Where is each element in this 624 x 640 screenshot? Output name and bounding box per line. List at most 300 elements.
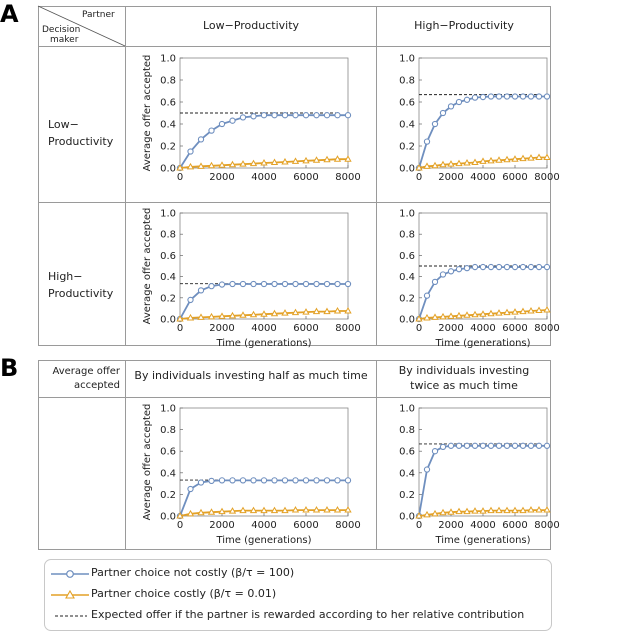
- point-costly: [345, 308, 351, 313]
- point-not-costly: [282, 478, 287, 483]
- series-line-not-costly: [419, 446, 547, 516]
- x-tick-label: 2000: [438, 520, 464, 531]
- point-costly: [424, 315, 430, 320]
- point-not-costly: [480, 264, 485, 269]
- chart-high-high: [377, 204, 560, 349]
- corner-partner-label: Partner: [82, 10, 115, 20]
- section-b-corner: [40, 365, 120, 393]
- point-not-costly: [219, 121, 224, 126]
- point-not-costly: [240, 281, 245, 286]
- point-costly: [512, 508, 518, 513]
- y-tick-label: 0.8: [160, 229, 176, 241]
- point-costly: [198, 510, 204, 515]
- point-not-costly: [432, 121, 437, 126]
- point-not-costly: [314, 281, 319, 286]
- y-tick-label: 0.0: [160, 163, 176, 175]
- point-costly: [432, 314, 438, 319]
- point-not-costly: [464, 443, 469, 448]
- point-not-costly: [324, 113, 329, 118]
- point-costly: [261, 311, 267, 316]
- plot-area: [399, 54, 560, 184]
- point-costly: [544, 507, 550, 512]
- point-costly: [303, 158, 309, 163]
- point-not-costly: [432, 279, 437, 284]
- point-not-costly: [544, 264, 549, 269]
- point-not-costly: [440, 444, 445, 449]
- point-costly: [480, 158, 486, 163]
- point-costly: [272, 311, 278, 316]
- x-tick-label: 0: [176, 323, 184, 334]
- point-not-costly: [188, 297, 193, 302]
- point-not-costly: [488, 264, 493, 269]
- point-not-costly: [209, 284, 214, 289]
- point-costly: [188, 164, 194, 169]
- corner-decision-label: Decision: [42, 25, 81, 35]
- point-costly: [303, 507, 309, 512]
- point-costly: [209, 314, 215, 319]
- y-tick-label: 0.2: [160, 489, 176, 501]
- point-not-costly: [472, 443, 477, 448]
- legend-label-not-costly: Partner choice not costly (β/τ = 100): [91, 566, 295, 579]
- row-header-low-line2: Productivity: [48, 135, 114, 148]
- point-costly: [209, 163, 215, 168]
- point-costly: [440, 314, 446, 319]
- y-tick-label: 0.4: [160, 468, 176, 480]
- point-not-costly: [512, 264, 517, 269]
- legend-marker-expected: [51, 607, 91, 625]
- col-header-twice-time-line1: By individuals investing: [398, 364, 530, 377]
- point-costly: [240, 508, 246, 513]
- legend-label-costly: Partner choice costly (β/τ = 0.01): [91, 587, 277, 600]
- y-tick-label: 0.4: [160, 119, 176, 131]
- y-tick-label: 0.0: [399, 314, 415, 326]
- plot-frame: [419, 58, 547, 168]
- x-tick-label: 4000: [251, 520, 277, 531]
- point-not-costly: [496, 264, 501, 269]
- y-tick-label: 0.6: [160, 250, 176, 262]
- point-not-costly: [504, 94, 509, 99]
- point-not-costly: [251, 114, 256, 119]
- point-not-costly: [424, 293, 429, 298]
- point-costly: [440, 510, 446, 515]
- x-tick-label: 8000: [534, 520, 560, 531]
- point-not-costly: [480, 443, 485, 448]
- plot-area: [399, 404, 560, 547]
- point-costly: [472, 160, 478, 165]
- point-not-costly: [512, 94, 517, 99]
- point-not-costly: [303, 113, 308, 118]
- point-costly: [324, 157, 330, 162]
- y-tick-label: 0.0: [399, 163, 415, 175]
- point-costly: [472, 312, 478, 317]
- y-tick-label: 1.0: [399, 53, 415, 65]
- point-not-costly: [209, 478, 214, 483]
- legend: [44, 559, 552, 631]
- x-tick-label: 6000: [293, 520, 319, 531]
- point-not-costly: [198, 137, 203, 142]
- col-header-half-time: By individuals investing half as much time: [134, 369, 368, 382]
- point-not-costly: [544, 443, 549, 448]
- point-costly: [480, 311, 486, 316]
- chart-twice-time: [377, 399, 560, 550]
- point-not-costly: [345, 113, 350, 118]
- x-axis-label: Time (generations): [435, 338, 531, 349]
- y-tick-label: 1.0: [160, 403, 176, 415]
- y-tick-label: 0.4: [399, 468, 415, 480]
- point-costly: [188, 511, 194, 516]
- point-costly: [472, 508, 478, 513]
- x-tick-label: 8000: [335, 323, 361, 334]
- x-tick-label: 8000: [534, 323, 560, 334]
- point-costly: [282, 159, 288, 164]
- y-tick-label: 1.0: [160, 53, 176, 65]
- point-costly: [432, 163, 438, 168]
- point-not-costly: [488, 443, 493, 448]
- point-costly: [230, 162, 236, 167]
- point-costly: [464, 160, 470, 165]
- section-b-header-rule: [38, 397, 551, 398]
- plot-frame: [419, 408, 547, 516]
- point-costly: [496, 508, 502, 513]
- point-costly: [488, 311, 494, 316]
- plot-area: [399, 209, 560, 350]
- x-tick-label: 6000: [293, 323, 319, 334]
- point-costly: [282, 310, 288, 315]
- point-not-costly: [424, 139, 429, 144]
- point-not-costly: [464, 97, 469, 102]
- point-costly: [219, 162, 225, 167]
- point-not-costly: [448, 104, 453, 109]
- x-tick-label: 2000: [209, 172, 235, 183]
- point-not-costly: [536, 94, 541, 99]
- x-tick-label: 4000: [470, 172, 496, 183]
- y-tick-label: 0.6: [160, 97, 176, 109]
- point-costly: [496, 157, 502, 162]
- point-costly: [251, 161, 257, 166]
- chart-high-low: [126, 204, 376, 349]
- y-tick-label: 0.8: [399, 75, 415, 87]
- point-costly: [464, 312, 470, 317]
- point-not-costly: [303, 478, 308, 483]
- point-costly: [335, 308, 341, 313]
- x-tick-label: 6000: [502, 520, 528, 531]
- y-tick-label: 0.4: [160, 272, 176, 284]
- point-costly: [424, 512, 430, 517]
- x-axis-label: Time (generations): [216, 338, 312, 349]
- point-not-costly: [293, 281, 298, 286]
- row-header-low-line1: Low−: [48, 118, 79, 131]
- series-line-not-costly: [419, 97, 547, 169]
- plot-area: [142, 208, 361, 349]
- section-a-row-rule: [38, 202, 551, 203]
- point-not-costly: [536, 443, 541, 448]
- panel-label-b: B: [0, 354, 19, 382]
- point-costly: [424, 163, 430, 168]
- point-costly: [335, 507, 341, 512]
- point-costly: [324, 507, 330, 512]
- point-not-costly: [261, 478, 266, 483]
- y-tick-label: 1.0: [399, 403, 415, 415]
- point-not-costly: [324, 478, 329, 483]
- point-not-costly: [496, 443, 501, 448]
- point-costly: [544, 307, 550, 312]
- point-not-costly: [472, 95, 477, 100]
- y-tick-label: 0.0: [160, 314, 176, 326]
- col-header-twice-time: [377, 363, 551, 393]
- legend-marker-not-costly: [51, 565, 91, 583]
- legend-marker-costly: [51, 586, 91, 604]
- point-costly: [520, 508, 526, 513]
- point-costly: [448, 509, 454, 514]
- point-not-costly: [230, 478, 235, 483]
- point-costly: [314, 507, 320, 512]
- point-not-costly: [335, 281, 340, 286]
- y-tick-label: 0.4: [399, 119, 415, 131]
- row-header-high: [48, 268, 113, 302]
- point-costly: [345, 507, 351, 512]
- point-costly: [261, 160, 267, 165]
- point-costly: [456, 161, 462, 166]
- y-tick-label: 0.6: [160, 446, 176, 458]
- x-axis-label: Time (generations): [216, 535, 312, 546]
- point-not-costly: [456, 267, 461, 272]
- point-costly: [198, 163, 204, 168]
- point-not-costly: [345, 478, 350, 483]
- col-header-high: High−Productivity: [414, 19, 514, 32]
- point-costly: [504, 508, 510, 513]
- point-costly: [536, 308, 542, 313]
- y-tick-label: 0.6: [399, 446, 415, 458]
- y-tick-label: 0.2: [399, 141, 415, 153]
- point-costly: [528, 507, 534, 512]
- corner-maker-label: maker: [50, 35, 79, 45]
- point-not-costly: [282, 281, 287, 286]
- point-costly: [251, 312, 257, 317]
- point-costly: [198, 314, 204, 319]
- point-costly: [209, 509, 215, 514]
- section-b-corner-line2: accepted: [73, 380, 120, 391]
- y-tick-label: 1.0: [399, 208, 415, 220]
- point-costly: [464, 509, 470, 514]
- point-not-costly: [456, 443, 461, 448]
- point-costly: [272, 160, 278, 165]
- y-axis-label: Average offer accepted: [142, 207, 153, 325]
- point-not-costly: [272, 281, 277, 286]
- plot-area: [142, 54, 361, 184]
- point-not-costly: [324, 281, 329, 286]
- point-costly: [520, 156, 526, 161]
- point-costly: [512, 309, 518, 314]
- point-not-costly: [504, 264, 509, 269]
- point-not-costly: [314, 113, 319, 118]
- point-not-costly: [314, 478, 319, 483]
- point-costly: [496, 310, 502, 315]
- panel-label-a: A: [0, 0, 19, 28]
- point-costly: [488, 508, 494, 513]
- point-costly: [536, 155, 542, 160]
- point-not-costly: [251, 478, 256, 483]
- x-tick-label: 4000: [251, 323, 277, 334]
- point-not-costly: [293, 478, 298, 483]
- chart-half-time: [126, 399, 376, 550]
- point-costly: [520, 309, 526, 314]
- col-header-low: Low−Productivity: [202, 19, 300, 32]
- point-costly: [230, 313, 236, 318]
- point-not-costly: [464, 266, 469, 271]
- point-not-costly: [528, 443, 533, 448]
- point-not-costly: [240, 115, 245, 120]
- point-costly: [456, 509, 462, 514]
- point-costly: [488, 158, 494, 163]
- point-costly: [251, 508, 257, 513]
- point-not-costly: [335, 478, 340, 483]
- plot-area: [142, 404, 361, 547]
- point-costly: [512, 156, 518, 161]
- point-not-costly: [544, 94, 549, 99]
- point-costly: [528, 155, 534, 160]
- y-tick-label: 0.2: [399, 489, 415, 501]
- x-tick-label: 2000: [209, 520, 235, 531]
- point-costly: [504, 157, 510, 162]
- x-tick-label: 2000: [438, 172, 464, 183]
- point-costly: [261, 508, 267, 513]
- point-not-costly: [496, 94, 501, 99]
- y-tick-label: 0.2: [160, 293, 176, 305]
- point-not-costly: [188, 149, 193, 154]
- y-tick-label: 1.0: [160, 208, 176, 220]
- point-costly: [240, 312, 246, 317]
- point-not-costly: [456, 99, 461, 104]
- point-not-costly: [198, 288, 203, 293]
- point-not-costly: [230, 281, 235, 286]
- point-not-costly: [432, 449, 437, 454]
- point-not-costly: [282, 113, 287, 118]
- point-not-costly: [504, 443, 509, 448]
- point-not-costly: [293, 113, 298, 118]
- point-costly: [432, 511, 438, 516]
- chart-low-high: [377, 48, 560, 202]
- point-not-costly: [536, 264, 541, 269]
- x-tick-label: 6000: [293, 172, 319, 183]
- point-not-costly: [261, 281, 266, 286]
- point-not-costly: [448, 443, 453, 448]
- y-tick-label: 0.0: [399, 511, 415, 523]
- x-tick-label: 4000: [470, 323, 496, 334]
- y-axis-label: Average offer accepted: [142, 54, 153, 172]
- point-costly: [335, 156, 341, 161]
- point-not-costly: [424, 467, 429, 472]
- point-costly: [219, 509, 225, 514]
- x-tick-label: 0: [415, 323, 423, 334]
- x-tick-label: 4000: [251, 172, 277, 183]
- x-tick-label: 0: [176, 172, 184, 183]
- row-header-low: [48, 116, 113, 150]
- y-tick-label: 0.6: [399, 97, 415, 109]
- point-costly: [240, 161, 246, 166]
- y-tick-label: 0.0: [160, 511, 176, 523]
- point-costly: [480, 508, 486, 513]
- x-axis-label: Time (generations): [435, 535, 531, 546]
- point-costly: [504, 310, 510, 315]
- x-tick-label: 2000: [209, 323, 235, 334]
- point-not-costly: [251, 281, 256, 286]
- legend-label-expected: Expected offer if the partner is rewarded according to her relative contribution: [91, 608, 525, 621]
- section-b-corner-line1: Average offer: [52, 366, 120, 377]
- point-costly: [345, 156, 351, 161]
- x-tick-label: 8000: [335, 520, 361, 531]
- point-not-costly: [440, 110, 445, 115]
- point-not-costly: [528, 264, 533, 269]
- plot-frame: [180, 213, 348, 319]
- y-tick-label: 0.8: [399, 229, 415, 241]
- point-not-costly: [488, 94, 493, 99]
- y-tick-label: 0.6: [399, 250, 415, 262]
- x-tick-label: 8000: [534, 172, 560, 183]
- point-costly: [544, 155, 550, 160]
- plot-frame: [180, 408, 348, 516]
- point-costly: [303, 309, 309, 314]
- point-costly: [528, 308, 534, 313]
- point-not-costly: [198, 480, 203, 485]
- point-not-costly: [345, 281, 350, 286]
- x-tick-label: 6000: [502, 172, 528, 183]
- point-not-costly: [219, 282, 224, 287]
- x-tick-label: 4000: [470, 520, 496, 531]
- point-not-costly: [472, 264, 477, 269]
- point-costly: [324, 309, 330, 314]
- point-not-costly: [335, 113, 340, 118]
- point-not-costly: [528, 94, 533, 99]
- point-costly: [314, 157, 320, 162]
- row-header-high-line1: High−: [48, 270, 83, 283]
- point-not-costly: [520, 264, 525, 269]
- point-costly: [230, 508, 236, 513]
- y-axis-label: Average offer accepted: [142, 403, 153, 521]
- y-tick-label: 0.2: [399, 293, 415, 305]
- x-tick-label: 2000: [438, 323, 464, 334]
- point-costly: [448, 161, 454, 166]
- point-not-costly: [448, 269, 453, 274]
- y-tick-label: 0.8: [160, 75, 176, 87]
- y-tick-label: 0.8: [399, 425, 415, 437]
- point-not-costly: [440, 272, 445, 277]
- point-costly: [536, 507, 542, 512]
- col-header-twice-time-line2: twice as much time: [410, 379, 518, 392]
- point-not-costly: [480, 94, 485, 99]
- x-tick-label: 0: [176, 520, 184, 531]
- point-not-costly: [272, 478, 277, 483]
- point-not-costly: [520, 443, 525, 448]
- point-not-costly: [230, 118, 235, 123]
- point-not-costly: [188, 486, 193, 491]
- point-not-costly: [512, 443, 517, 448]
- point-costly: [293, 507, 299, 512]
- y-tick-label: 0.4: [399, 272, 415, 284]
- point-costly: [282, 508, 288, 513]
- point-costly: [448, 313, 454, 318]
- point-costly: [456, 313, 462, 318]
- point-not-costly: [272, 113, 277, 118]
- x-tick-label: 6000: [502, 323, 528, 334]
- row-header-high-line2: Productivity: [48, 287, 114, 300]
- point-costly: [272, 508, 278, 513]
- point-costly: [440, 162, 446, 167]
- point-costly: [188, 315, 194, 320]
- point-costly: [314, 309, 320, 314]
- point-not-costly: [520, 94, 525, 99]
- point-not-costly: [261, 113, 266, 118]
- x-tick-label: 8000: [335, 172, 361, 183]
